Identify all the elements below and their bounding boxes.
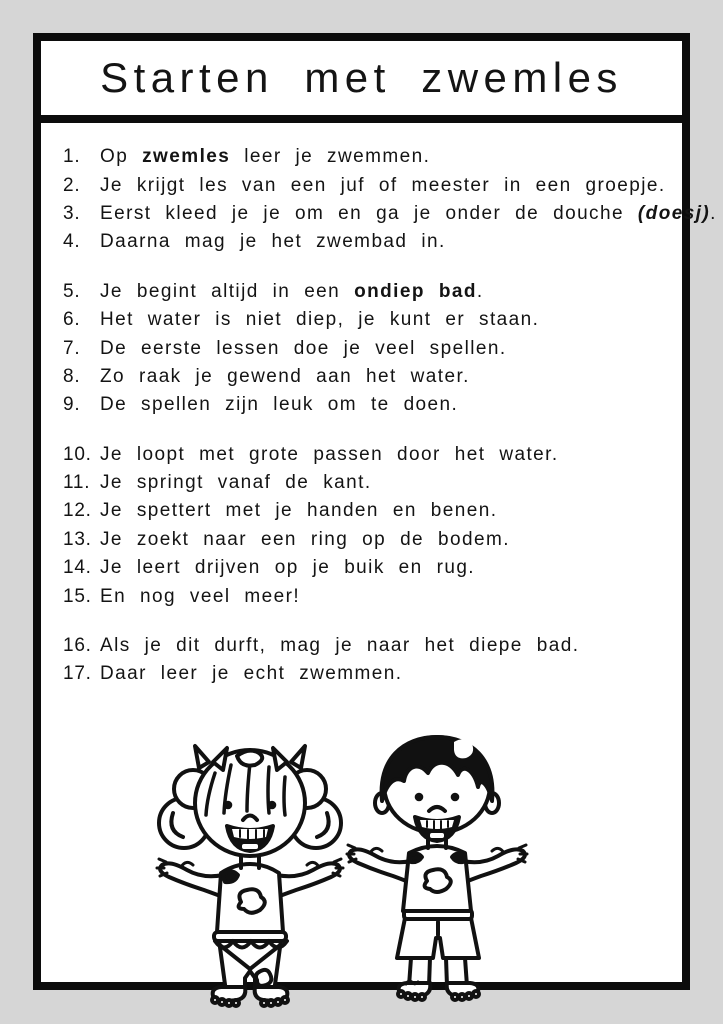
girl-feet xyxy=(212,987,288,1006)
sentence-list xyxy=(63,143,717,689)
girl-swimsuit xyxy=(214,864,287,948)
worksheet-page xyxy=(33,33,717,990)
item-number: 15. xyxy=(63,585,92,607)
item-number: 5. xyxy=(63,280,81,302)
item-text: Je spettert met je handen en benen. xyxy=(100,500,498,522)
item-text: Zo raak je gewend aan het water. xyxy=(100,365,470,387)
item-number: 2. xyxy=(63,174,81,196)
item-text: Je loopt met grote passen door het water. xyxy=(100,443,559,465)
item-text: Je krijgt les van een juf of meester in een groepje. xyxy=(100,174,666,196)
item-text: De spellen zijn leuk om te doen. xyxy=(100,394,459,416)
boy-shorts xyxy=(397,910,479,958)
item-number: 14. xyxy=(63,557,92,579)
list-item xyxy=(63,441,664,469)
list-item xyxy=(63,526,664,554)
item-text: En nog veel meer! xyxy=(100,585,301,607)
item-text: Op zwemles leer je zwemmen. xyxy=(100,146,431,168)
item-number: 12. xyxy=(63,500,92,522)
item-text: Daarna mag je het zwembad in. xyxy=(100,231,446,253)
boy-head xyxy=(382,737,493,841)
list-item xyxy=(63,143,664,171)
item-number: 6. xyxy=(63,309,81,331)
item-text: Je zoekt naar een ring op de bodem. xyxy=(100,528,510,550)
list-item xyxy=(63,554,664,582)
title-bar xyxy=(41,41,682,123)
boy-illustration xyxy=(347,729,527,1007)
item-number: 10. xyxy=(63,443,92,465)
item-text: De eerste lessen doe je veel spellen. xyxy=(100,337,507,359)
item-number: 16. xyxy=(63,635,92,657)
item-number: 9. xyxy=(63,394,81,416)
item-number: 8. xyxy=(63,365,81,387)
list-item xyxy=(63,228,664,256)
girl-illustration xyxy=(157,741,343,1007)
list-item xyxy=(63,171,664,199)
item-number: 17. xyxy=(63,663,92,685)
page-title: Starten met zwemles xyxy=(100,54,623,101)
list-item xyxy=(63,306,664,334)
list-item xyxy=(63,334,664,362)
boy-feet xyxy=(398,981,479,1000)
item-text: Daar leer je echt zwemmen. xyxy=(100,663,403,685)
list-item xyxy=(63,582,664,610)
girl-head xyxy=(195,746,305,856)
item-text: Het water is niet diep, je kunt er staan. xyxy=(100,309,540,331)
item-text: Eerst kleed je je om en ga je onder de douche (doesj). xyxy=(100,202,717,224)
item-number: 11. xyxy=(63,472,91,494)
item-text: Je begint altijd in een ondiep bad. xyxy=(100,280,484,302)
item-text: Je springt vanaf de kant. xyxy=(100,472,372,494)
list-item xyxy=(63,278,664,306)
item-text: Als je dit durft, mag je naar het diepe bad. xyxy=(100,635,580,657)
item-number: 13. xyxy=(63,528,92,550)
list-item xyxy=(63,391,664,419)
item-number: 3. xyxy=(63,202,81,224)
list-item xyxy=(63,200,717,228)
list-item xyxy=(63,660,664,688)
item-number: 1. xyxy=(63,146,81,168)
item-number: 7. xyxy=(63,337,81,359)
list-item xyxy=(63,632,664,660)
list-item xyxy=(63,469,664,497)
item-text: Je leert drijven op je buik en rug. xyxy=(100,557,476,579)
boy-shirt xyxy=(403,846,471,911)
list-item xyxy=(63,497,664,525)
item-number: 4. xyxy=(63,231,81,253)
list-item xyxy=(63,363,664,391)
